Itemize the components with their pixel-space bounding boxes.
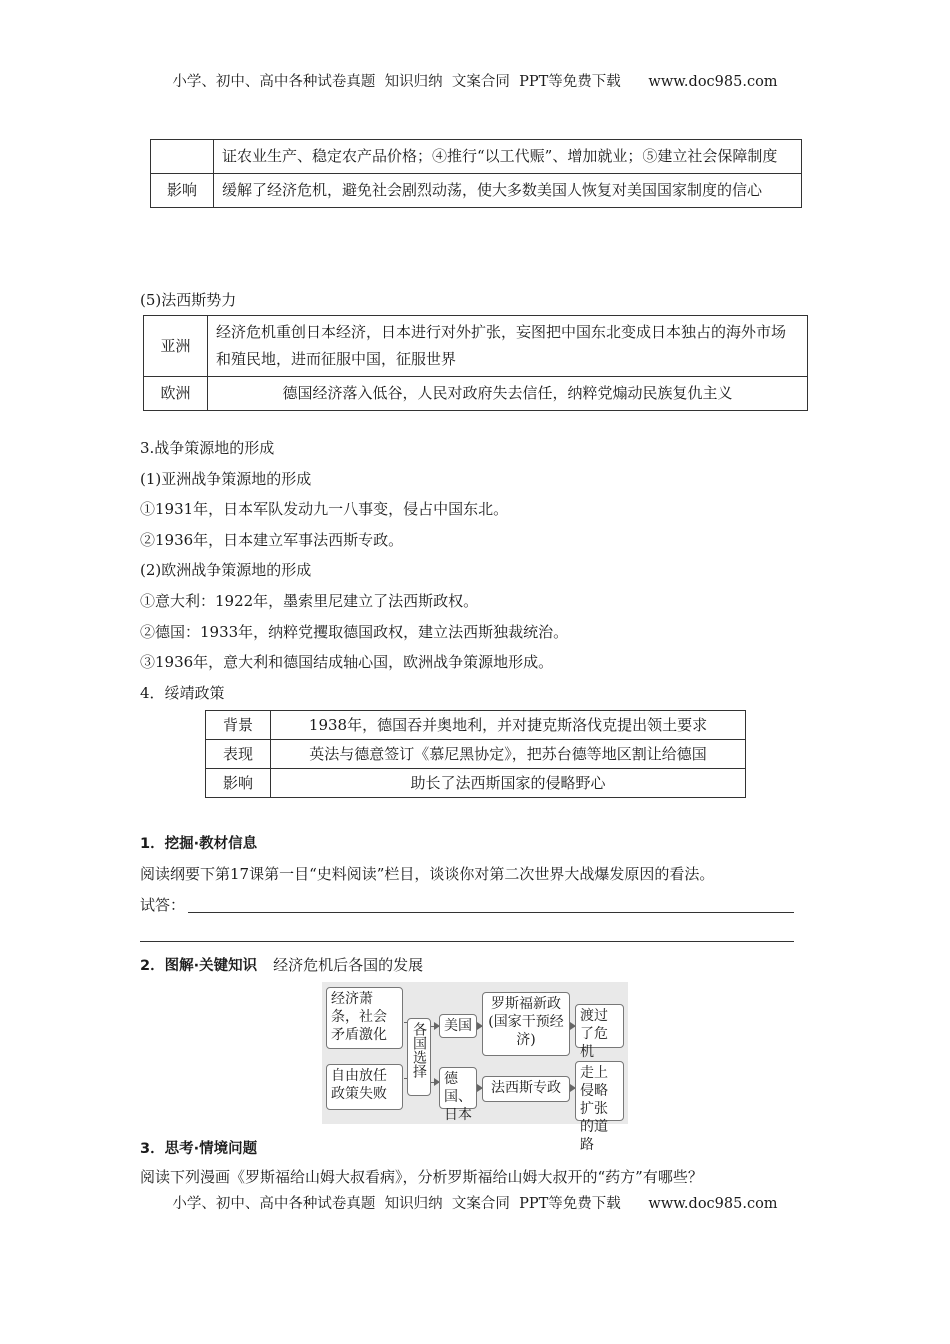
answer-line-1[interactable]: [188, 912, 794, 913]
page-footer: 小学、初中、高中各种试卷真题 知识归纳 文案合同 PPT等免费下载 www.doc985.com: [172, 1196, 778, 1212]
q2-heading: [140, 955, 423, 976]
section-5-title: (5)法西斯势力: [140, 291, 237, 309]
fascist-forces-table: [143, 315, 808, 411]
manifestation-label: 表现: [206, 740, 271, 769]
impact-label: 影响: [151, 174, 214, 208]
section-3-title: 3.战争策源地的形成: [140, 439, 275, 457]
europe-cell: 德国经济落入低谷，人民对政府失去信任，纳粹党煽动民族复仇主义: [208, 377, 808, 411]
cause-box-2: 自由放任政策失败: [326, 1064, 403, 1110]
europe-item-1: ①意大利：1922年，墨索里尼建立了法西斯政权。: [140, 592, 479, 610]
answer-line-2[interactable]: [140, 941, 794, 942]
appeasement-impact-label: 影响: [206, 769, 271, 798]
cause-box-1: 经济萧条，社会矛盾激化: [326, 987, 403, 1049]
flow-diagram: [322, 982, 628, 1153]
germany-japan-box: 德国、日本: [439, 1067, 477, 1109]
q1-text: 阅读纲要下第17课第一目“史料阅读”栏目，谈谈你对第二次世界大战爆发原因的看法。: [140, 865, 715, 883]
fascist-dictatorship-box: 法西斯专政: [482, 1076, 570, 1102]
asia-cell: 经济危机重创日本经济，日本进行对外扩张，妄图把中国东北变成日本独占的海外市场和殖民地，进而征服中国，征服世界: [208, 316, 808, 377]
empty-cell: [151, 140, 214, 174]
asia-item-2: ②1936年，日本建立军事法西斯专政。: [140, 531, 404, 549]
q3-title: 3．思考·情境问题: [140, 1141, 258, 1157]
q1-title: 1．挖掘·教材信息: [140, 836, 258, 852]
q2-subtitle: 经济危机后各国的发展: [273, 956, 424, 974]
asia-subtitle: (1)亚洲战争策源地的形成: [140, 470, 312, 488]
measures-cell: 证农业生产、稳定农产品价格；④推行“以工代赈”、增加就业；⑤建立社会保障制度: [214, 140, 802, 174]
europe-label: 欧洲: [144, 377, 208, 411]
impact-cell: 缓解了经济危机，避免社会剧烈动荡，使大多数美国人恢复对美国国家制度的信心: [214, 174, 802, 208]
asia-item-1: ①1931年，日本军队发动九一八事变，侵占中国东北。: [140, 500, 509, 518]
appeasement-table: [205, 710, 746, 798]
background-label: 背景: [206, 711, 271, 740]
europe-item-3: ③1936年，意大利和德国结成轴心国，欧洲战争策源地形成。: [140, 653, 554, 671]
europe-subtitle: (2)欧洲战争策源地的形成: [140, 561, 312, 579]
arrow-3: [431, 1026, 439, 1027]
answer-label: 试答：: [140, 896, 186, 914]
q2-title: 2．图解·关键知识: [140, 958, 258, 974]
section-4-title: 4．绥靖政策: [140, 684, 225, 702]
background-cell: 1938年，德国吞并奥地利，并对捷克斯洛伐克提出领土要求: [271, 711, 746, 740]
new-deal-table: [150, 139, 802, 208]
us-box: 美国: [439, 1014, 477, 1038]
q3-text: 阅读下列漫画《罗斯福给山姆大叔看病》，分析罗斯福给山姆大叔开的“药方”有哪些？: [140, 1168, 703, 1186]
arrow-4: [431, 1082, 439, 1083]
us-result-box: 渡过了危机: [575, 1004, 624, 1048]
europe-item-2: ②德国：1933年，纳粹党攫取德国政权，建立法西斯独裁统治。: [140, 623, 569, 641]
asia-label: 亚洲: [144, 316, 208, 377]
manifestation-cell: 英法与德意签订《慕尼黑协定》，把苏台德等地区割让给德国: [271, 740, 746, 769]
dejp-result-box: 走上侵略扩张的道路: [575, 1061, 624, 1121]
new-deal-box: 罗斯福新政(国家干预经济): [482, 992, 570, 1056]
choice-box: 各国选择: [407, 1018, 431, 1096]
appeasement-impact-cell: 助长了法西斯国家的侵略野心: [271, 769, 746, 798]
page-header: 小学、初中、高中各种试卷真题 知识归纳 文案合同 PPT等免费下载 www.doc985.com: [172, 74, 778, 90]
